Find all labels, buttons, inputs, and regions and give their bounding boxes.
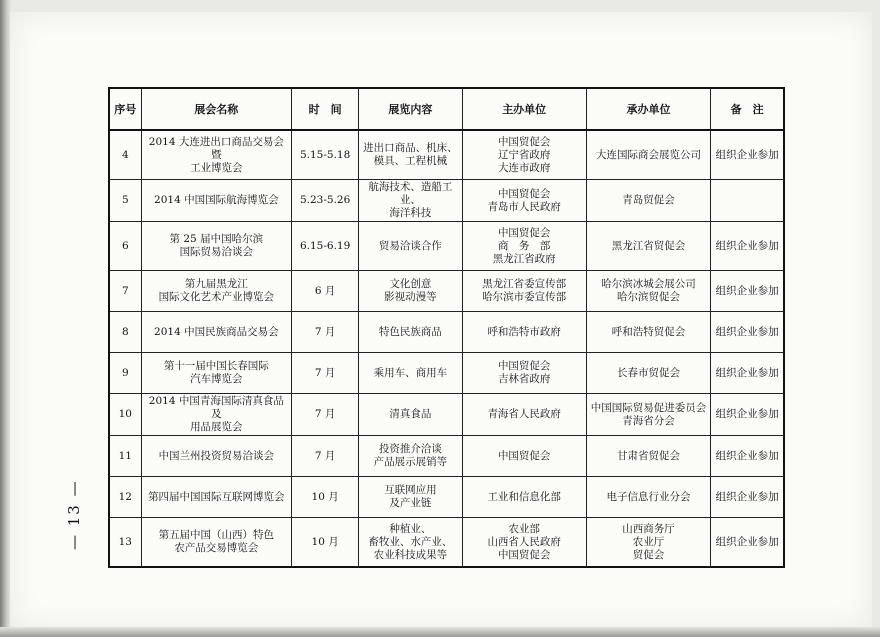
cell-time: 7 月 xyxy=(292,353,359,394)
cell-name-line: 用品展览会 xyxy=(190,421,243,433)
cell-host xyxy=(462,477,586,518)
header-host: 主办单位 xyxy=(462,88,586,130)
cell-organizer xyxy=(586,436,710,477)
cell-organizer-line: 哈尔滨贸促会 xyxy=(617,291,681,303)
cell-organizer xyxy=(586,518,710,568)
cell-content-line: 互联网应用 xyxy=(384,484,437,496)
cell-host-line: 中国贸促会 xyxy=(497,548,551,561)
cell-time: 7 月 xyxy=(292,436,359,477)
cell-content xyxy=(359,436,462,477)
cell-name xyxy=(141,394,291,436)
cell-organizer-line: 大连国际商会展览公司 xyxy=(596,148,702,161)
cell-no: 13 xyxy=(109,518,141,568)
cell-host xyxy=(462,130,586,180)
cell-remark: 组织企业参加 xyxy=(711,518,784,568)
cell-content xyxy=(359,130,462,180)
cell-organizer xyxy=(586,130,710,180)
cell-organizer xyxy=(586,180,710,222)
table-row xyxy=(109,271,784,312)
cell-name-line: 第 25 届中国哈尔滨 xyxy=(169,233,264,245)
header-remark: 备 注 xyxy=(711,88,784,130)
header-organizer: 承办单位 xyxy=(586,88,710,130)
cell-organizer-line: 呼和浩特贸促会 xyxy=(611,325,686,338)
cell-organizer xyxy=(586,394,710,436)
cell-name xyxy=(141,271,291,312)
cell-content xyxy=(359,518,462,568)
cell-name-line: 2014 中国国际航海博览会 xyxy=(154,194,279,206)
cell-name xyxy=(141,353,291,394)
cell-name-line: 工业博览会 xyxy=(190,161,243,174)
cell-host-line: 青海省人民政府 xyxy=(487,408,561,420)
cell-remark: 组织企业参加 xyxy=(711,436,784,477)
cell-host-line: 大连市政府 xyxy=(497,161,551,174)
cell-name-line: 农产品交易博览会 xyxy=(174,542,259,554)
cell-host-line: 中国贸促会 xyxy=(497,360,551,372)
cell-host xyxy=(462,222,586,271)
cell-host-line: 哈尔滨市委宣传部 xyxy=(482,291,567,303)
cell-content-line: 种植业、 xyxy=(389,522,432,535)
cell-name-line: 2014 大连进出口商品交易会暨 xyxy=(148,135,284,161)
header-content: 展览内容 xyxy=(359,88,462,130)
header-time: 时 间 xyxy=(292,88,359,130)
cell-time: 5.23-5.26 xyxy=(292,180,359,222)
cell-remark: 组织企业参加 xyxy=(711,222,784,271)
cell-host-line: 辽宁省政府 xyxy=(497,148,551,161)
cell-name-line: 第十一届中国长春国际 xyxy=(163,360,269,372)
table-row xyxy=(109,312,784,353)
cell-content-line: 文化创意 xyxy=(389,278,432,290)
cell-host-line: 中国贸促会 xyxy=(497,226,551,239)
table-row xyxy=(109,436,784,477)
cell-time: 10 月 xyxy=(292,477,359,518)
cell-content-line: 畜牧业、水产业、 xyxy=(368,535,453,548)
cell-content-line: 模具、工程机械 xyxy=(373,155,448,167)
scan-edge-bottom xyxy=(0,627,880,637)
header-name: 展会名称 xyxy=(141,88,291,130)
cell-name-line: 2014 中国民族商品交易会 xyxy=(154,325,279,338)
cell-host-line: 黑龙江省委宣传部 xyxy=(482,278,567,290)
table-row xyxy=(109,394,784,436)
cell-content xyxy=(359,312,462,353)
cell-organizer-line: 电子信息行业分会 xyxy=(606,490,691,503)
cell-remark: 组织企业参加 xyxy=(711,353,784,394)
cell-organizer-line: 甘肃省贸促会 xyxy=(617,449,681,462)
cell-no: 7 xyxy=(109,271,141,312)
cell-organizer xyxy=(586,271,710,312)
cell-no: 8 xyxy=(109,312,141,353)
cell-host-line: 山西省人民政府 xyxy=(487,535,561,548)
cell-name xyxy=(141,180,291,222)
cell-name xyxy=(141,312,291,353)
cell-organizer-line: 青海省分会 xyxy=(622,414,675,427)
cell-host-line: 中国贸促会 xyxy=(497,187,551,200)
cell-no: 5 xyxy=(109,180,141,222)
cell-name xyxy=(141,518,291,568)
cell-host-line: 黑龙江省政府 xyxy=(492,252,556,265)
cell-host xyxy=(462,394,586,436)
cell-time: 5.15-5.18 xyxy=(292,130,359,180)
cell-no: 6 xyxy=(109,222,141,271)
cell-name-line: 国际文化艺术产业博览会 xyxy=(158,291,275,303)
cell-organizer xyxy=(586,312,710,353)
cell-name xyxy=(141,222,291,271)
cell-content-line: 农业科技成果等 xyxy=(373,548,448,561)
cell-content xyxy=(359,180,462,222)
cell-time: 10 月 xyxy=(292,518,359,568)
cell-name-line: 2014 中国青海国际清真食品及 xyxy=(148,395,284,420)
cell-name-line: 汽车博览会 xyxy=(190,373,243,385)
cell-host-line: 工业和信息化部 xyxy=(487,490,561,503)
cell-content-line: 乘用车、商用车 xyxy=(373,366,448,379)
table-row xyxy=(109,477,784,518)
cell-no: 9 xyxy=(109,353,141,394)
cell-remark: 组织企业参加 xyxy=(711,394,784,436)
page-number: — 13 — xyxy=(65,479,83,551)
cell-time: 6.15-6.19 xyxy=(292,222,359,271)
cell-content xyxy=(359,394,462,436)
cell-no: 11 xyxy=(109,436,141,477)
cell-host xyxy=(462,312,586,353)
cell-host-line: 中国贸促会 xyxy=(497,449,551,462)
cell-organizer-line: 山西商务厅 xyxy=(622,522,675,535)
cell-organizer-line: 中国国际贸易促进委员会 xyxy=(590,401,707,414)
cell-name-line: 中国兰州投资贸易洽谈会 xyxy=(158,449,275,462)
cell-remark: 组织企业参加 xyxy=(711,271,784,312)
cell-host-line: 呼和浩特市政府 xyxy=(487,325,561,338)
cell-remark xyxy=(711,180,784,222)
cell-content xyxy=(359,353,462,394)
cell-host xyxy=(462,353,586,394)
cell-name xyxy=(141,436,291,477)
cell-host-line: 青岛市人民政府 xyxy=(487,200,561,213)
cell-organizer-line: 长春市贸促会 xyxy=(617,366,681,379)
table-row xyxy=(109,222,784,271)
cell-organizer-line: 黑龙江省贸促会 xyxy=(611,239,686,252)
cell-content xyxy=(359,477,462,518)
cell-host-line: 吉林省政府 xyxy=(497,373,551,385)
cell-organizer xyxy=(586,222,710,271)
cell-organizer-line: 贸促会 xyxy=(632,548,665,561)
cell-content-line: 航海技术、造船工业、 xyxy=(368,181,453,206)
cell-host-line: 农业部 xyxy=(508,522,540,535)
table-body xyxy=(109,130,784,567)
cell-content-line: 投资推介洽谈 xyxy=(378,443,442,455)
header-no: 序号 xyxy=(109,88,141,130)
cell-organizer xyxy=(586,477,710,518)
table-row xyxy=(109,180,784,222)
cell-name-line: 第九届黑龙江 xyxy=(184,278,248,290)
cell-host xyxy=(462,271,586,312)
cell-host-line: 中国贸促会 xyxy=(497,135,551,148)
cell-organizer-line: 青岛贸促会 xyxy=(622,194,675,206)
cell-content-line: 进出口商品、机床、 xyxy=(363,142,458,154)
cell-organizer-line: 农业厅 xyxy=(632,535,665,548)
cell-name-line: 国际贸易洽谈会 xyxy=(179,246,254,258)
cell-name xyxy=(141,130,291,180)
cell-host xyxy=(462,180,586,222)
cell-host-line: 商 务 部 xyxy=(497,239,551,252)
exhibition-table xyxy=(108,87,785,568)
table-header-row xyxy=(109,88,784,130)
cell-content-line: 产品展示展销等 xyxy=(373,456,448,468)
cell-content-line: 清真食品 xyxy=(389,408,432,420)
cell-time: 7 月 xyxy=(292,312,359,353)
cell-no: 4 xyxy=(109,130,141,180)
table-row xyxy=(109,353,784,394)
cell-host xyxy=(462,518,586,568)
cell-content-line: 及产业链 xyxy=(389,497,432,509)
cell-time: 7 月 xyxy=(292,394,359,436)
cell-organizer-line: 哈尔滨冰城会展公司 xyxy=(601,278,696,290)
cell-content-line: 特色民族商品 xyxy=(378,325,442,338)
cell-content-line: 海洋科技 xyxy=(389,207,432,219)
cell-content-line: 贸易洽谈合作 xyxy=(378,239,442,252)
cell-content xyxy=(359,271,462,312)
cell-remark: 组织企业参加 xyxy=(711,312,784,353)
table-row xyxy=(109,130,784,180)
cell-content xyxy=(359,222,462,271)
cell-remark: 组织企业参加 xyxy=(711,130,784,180)
cell-host xyxy=(462,436,586,477)
cell-no: 12 xyxy=(109,477,141,518)
cell-name-line: 第四届中国国际互联网博览会 xyxy=(148,490,285,503)
cell-name-line: 第五届中国（山西）特色 xyxy=(158,529,275,541)
cell-no: 10 xyxy=(109,394,141,436)
cell-remark: 组织企业参加 xyxy=(711,477,784,518)
cell-name xyxy=(141,477,291,518)
cell-content-line: 影视动漫等 xyxy=(384,291,437,303)
cell-time: 6 月 xyxy=(292,271,359,312)
table-row xyxy=(109,518,784,568)
cell-organizer xyxy=(586,353,710,394)
